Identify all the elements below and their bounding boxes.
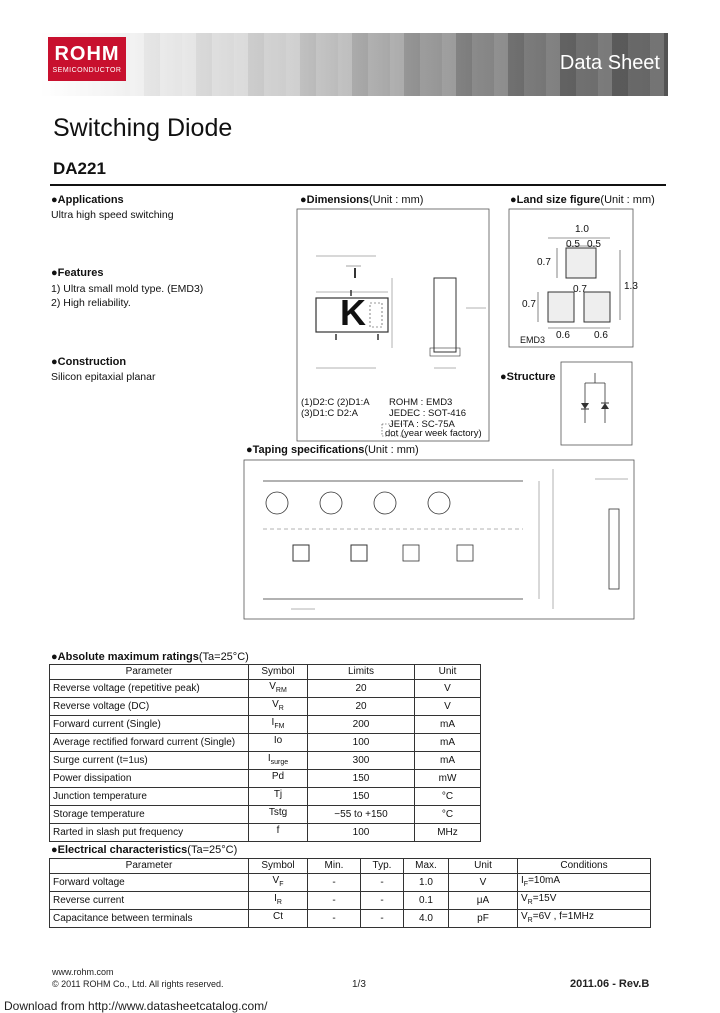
- features-item: 1) Ultra small mold type. (EMD3): [51, 283, 204, 295]
- marking-letter: K: [340, 292, 366, 333]
- features-item: 2) High reliability.: [51, 297, 131, 309]
- revision: 2011.06 - Rev.B: [570, 978, 650, 990]
- features-heading: ●Features: [51, 267, 104, 279]
- construction-heading: ●Construction: [51, 356, 127, 368]
- elec-heading: ●Electrical characteristics(Ta=25°C): [51, 844, 238, 856]
- footer-site[interactable]: www.rohm.com: [52, 967, 114, 977]
- dot-note: dot (year week factory): [385, 428, 482, 439]
- footer-copyright: © 2011 ROHM Co., Ltd. All rights reserved.: [52, 979, 224, 989]
- table-row: Reverse current $I_R$ - - 0.1 μA $V_R=15V$: [50, 891, 651, 909]
- land-dim-top: 1.0: [575, 224, 589, 235]
- table-row: Rarted in slash put frequency f 100 MHz: [50, 823, 481, 841]
- table-row: Power dissipation Pd 150 mW: [50, 769, 481, 787]
- structure-heading: ●Structure: [500, 371, 556, 383]
- table-row: Forward voltage $V_F$ - - 1.0 V $I_F=10mA$: [50, 873, 651, 891]
- structure-diagram: [560, 361, 633, 446]
- table-row: Junction temperature Tj 150 °C: [50, 787, 481, 805]
- table-row: Forward current (Single) $I_{FM}$ 200 mA: [50, 715, 481, 733]
- page-title: Switching Diode: [53, 114, 233, 142]
- land-dim-half: 0.5: [566, 239, 580, 250]
- table-row: Reverse voltage (repetitive peak) $V_{RM}$ 20 V: [50, 679, 481, 697]
- download-link[interactable]: Download from http://www.datasheetcatalog.com/: [4, 999, 268, 1013]
- doc-type-label: Data Sheet: [559, 52, 660, 74]
- rohm-logo: ROHM SEMICONDUCTOR: [48, 37, 126, 81]
- pin-assignment: (1)D2:C (2)D1:A (3)D1:C D2:A: [301, 397, 370, 419]
- land-dim-h: 0.7: [522, 299, 536, 310]
- applications-item: Ultra high speed switching: [51, 209, 174, 221]
- land-dim-half: 0.5: [587, 239, 601, 250]
- applications-heading: ●Applications: [51, 194, 124, 206]
- table-header-row: Parameter Symbol Limits Unit: [50, 665, 481, 680]
- part-number: DA221: [53, 159, 106, 178]
- dimensions-heading: ●Dimensions(Unit : mm): [300, 194, 424, 206]
- table-row: Capacitance between terminals Ct - - 4.0 pF $V_R=6V$ , f=1MHz: [50, 909, 651, 927]
- taping-heading: ●Taping specifications(Unit : mm): [246, 444, 419, 456]
- package-codes: ROHM : EMD3 JEDEC : SOT-416 JEITA : SC-75A: [389, 397, 467, 430]
- land-dim-h: 0.7: [537, 257, 551, 268]
- table-row: Reverse voltage (DC) $V_R$ 20 V: [50, 697, 481, 715]
- abs-max-table: [49, 664, 481, 842]
- land-dim-w: 0.6: [594, 330, 608, 341]
- land-dim-w: 0.6: [556, 330, 570, 341]
- land-dim-gap: 0.7: [573, 284, 587, 295]
- table-row: Surge current (t=1us) $I_{surge}$ 300 mA: [50, 751, 481, 769]
- land-figure: [508, 208, 634, 348]
- table-row: Average rectified forward current (Single) Io 100 mA: [50, 733, 481, 751]
- elec-table: [49, 858, 651, 928]
- land-pkg-label: EMD3: [520, 335, 546, 345]
- table-row: Storage temperature Tstg −55 to +150 °C: [50, 805, 481, 823]
- title-divider: [50, 184, 666, 186]
- page-number: 1/3: [352, 979, 366, 990]
- construction-item: Silicon epitaxial planar: [51, 371, 156, 383]
- land-heading: ●Land size figure(Unit : mm): [510, 194, 655, 206]
- table-header-row: Parameter Symbol Min. Typ. Max. Unit Conditions: [50, 859, 651, 874]
- taping-drawing: [243, 459, 635, 620]
- land-dim-total: 1.3: [624, 281, 638, 292]
- abs-max-heading: ●Absolute maximum ratings(Ta=25°C): [51, 651, 249, 663]
